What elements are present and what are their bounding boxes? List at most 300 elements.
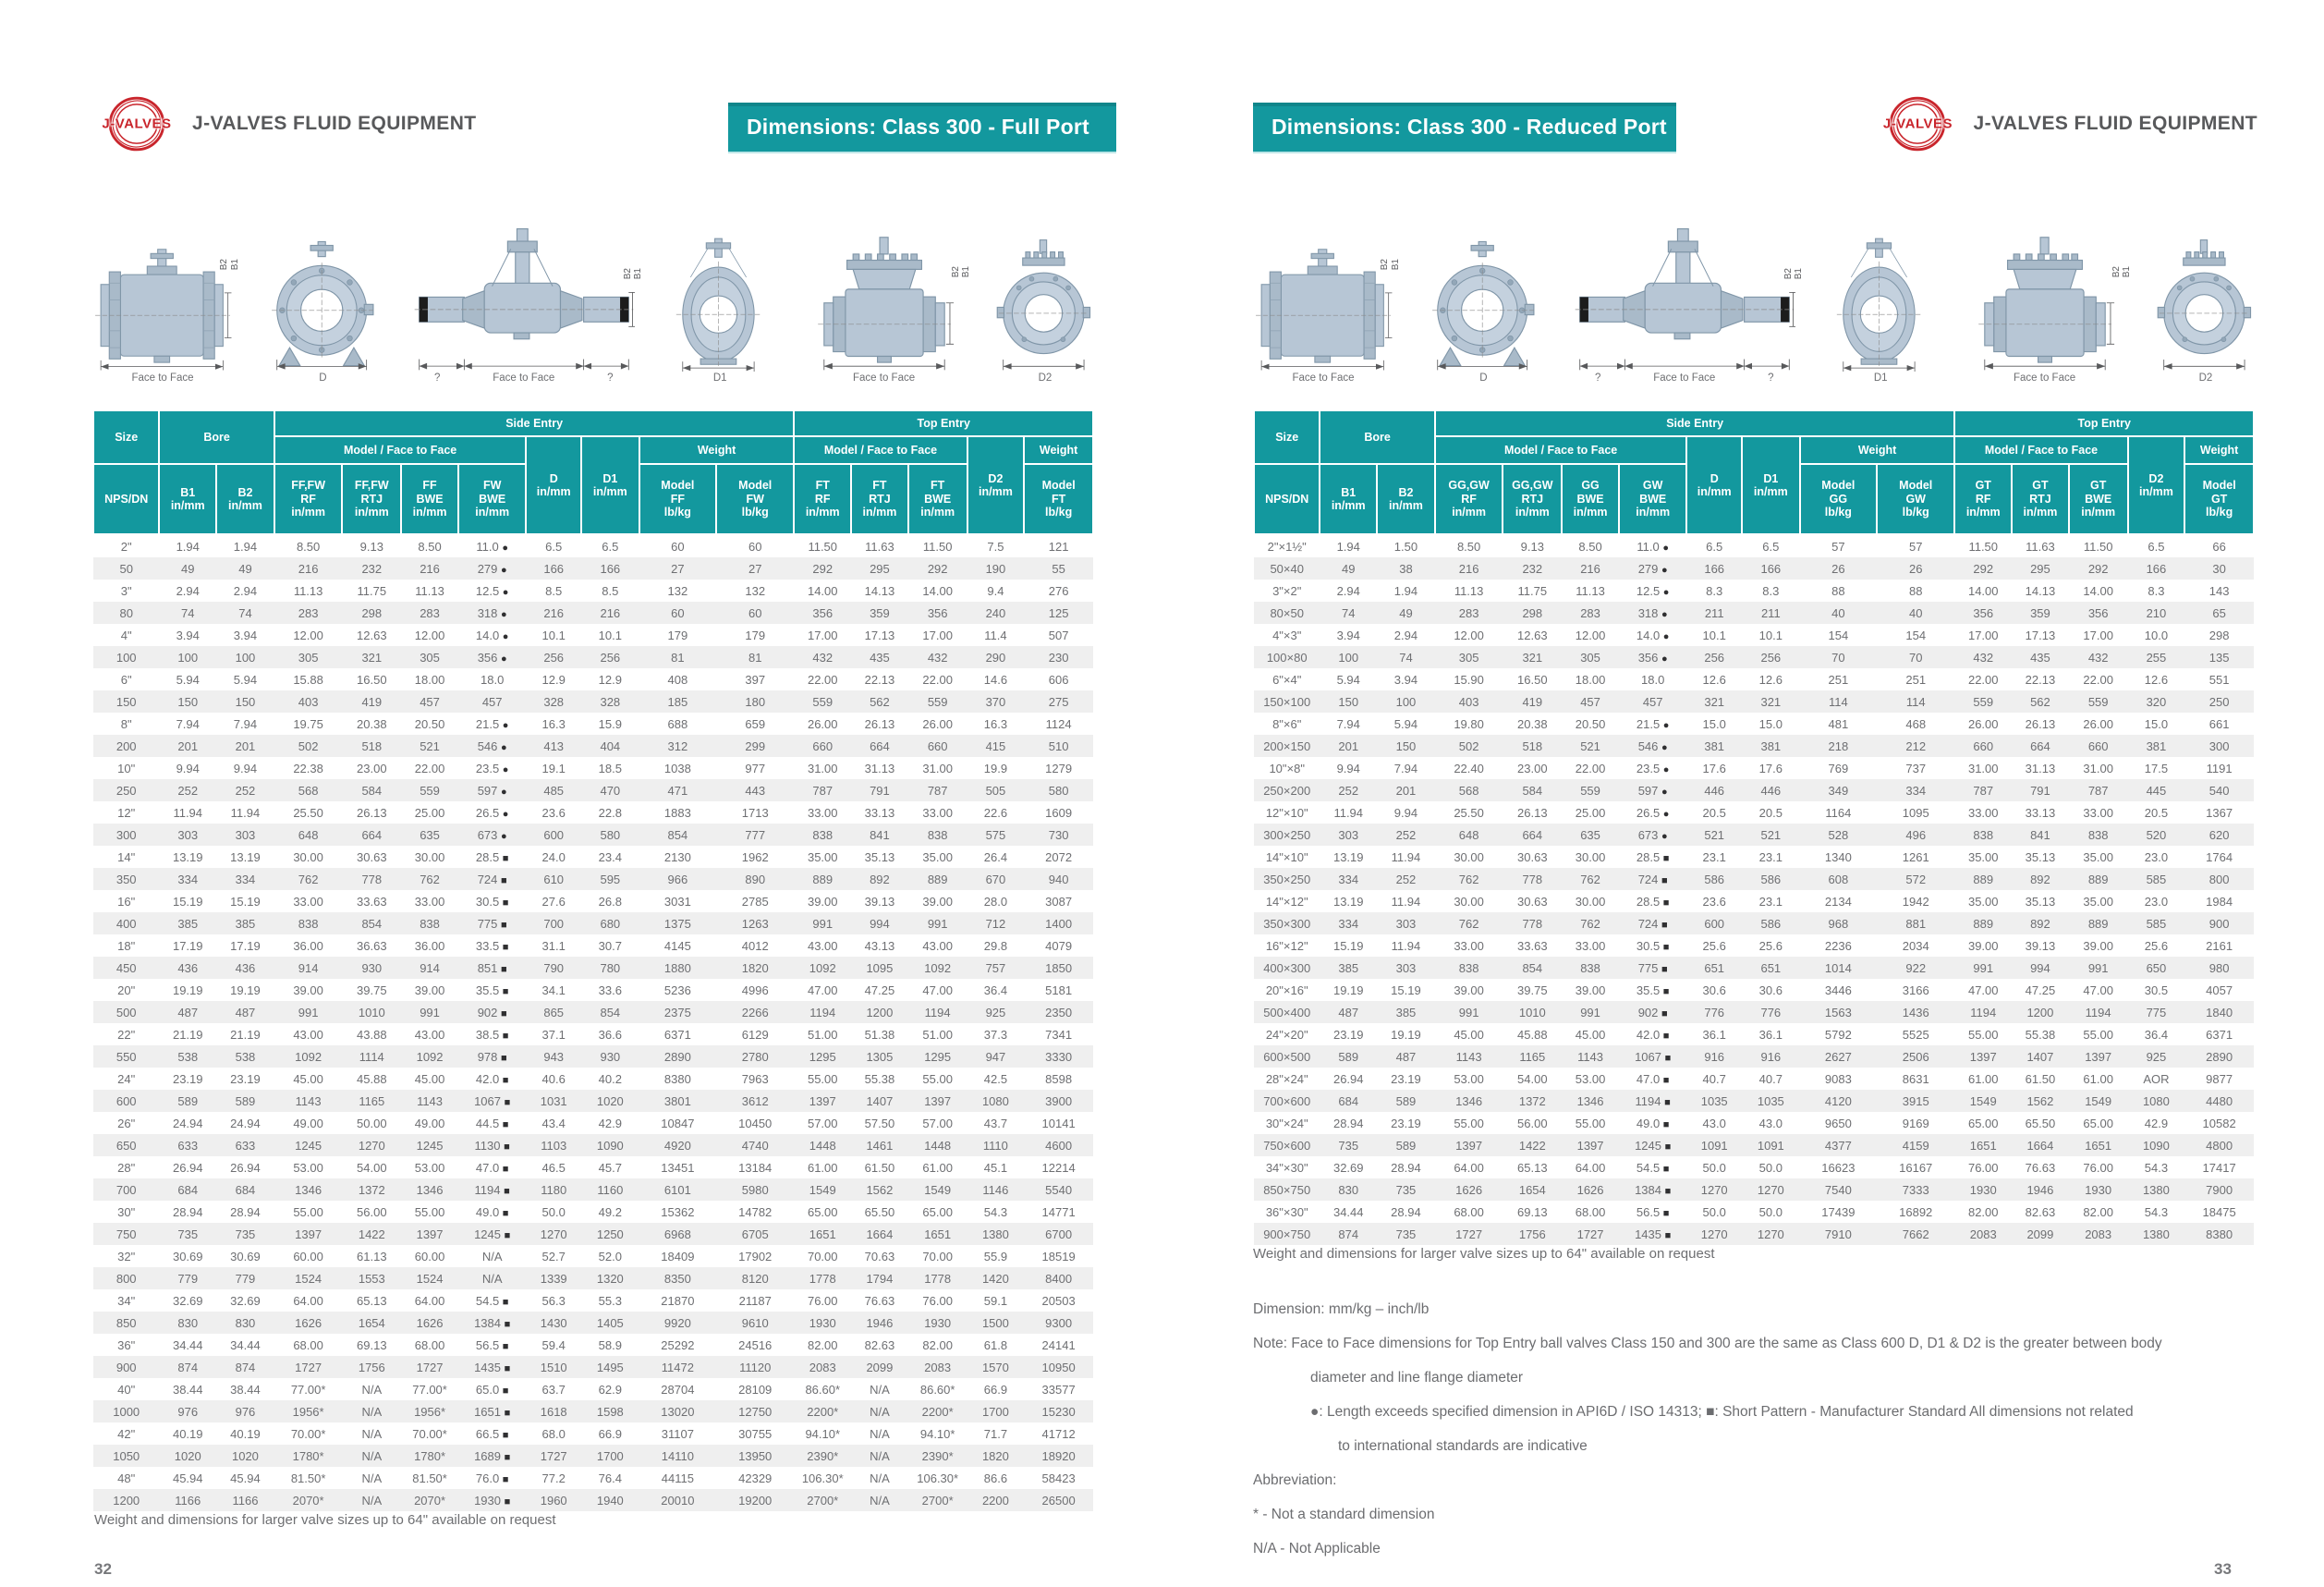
short-pattern-mark-icon: ■	[501, 874, 507, 886]
data-cell: 356	[1973, 605, 1994, 620]
data-cell: 15.90	[1454, 672, 1484, 687]
data-cell: 43.7	[983, 1116, 1008, 1130]
size-cell: 16"×12"	[1265, 938, 1308, 953]
data-cell: 6.5	[2148, 539, 2165, 554]
table-row	[93, 1356, 1093, 1378]
data-cell: 29.8	[983, 938, 1008, 953]
data-cell: 76.4	[598, 1471, 622, 1485]
table-row	[93, 1378, 1093, 1400]
data-cell: 34.44	[1332, 1204, 1364, 1219]
data-cell: 30.69	[172, 1249, 203, 1263]
data-cell: 28109	[738, 1382, 773, 1397]
valve-bonnet-front-view-icon	[994, 187, 1096, 372]
data-cell: 33.13	[864, 805, 895, 820]
col-header: GT BWE in/mm	[2069, 464, 2128, 534]
data-cell: 30.00	[1454, 849, 1484, 864]
dimensions-table	[1253, 409, 2255, 1245]
table-row	[1254, 801, 2254, 824]
exceeds-api6d-mark-icon: ●	[501, 564, 507, 576]
data-cell: 47.00	[1967, 983, 1999, 997]
data-cell: 13184	[738, 1160, 773, 1175]
dimensions-table	[92, 409, 1094, 1511]
data-cell: 43.13	[864, 938, 895, 953]
data-cell: 61.8	[983, 1337, 1008, 1352]
data-cell: 283	[420, 605, 440, 620]
data-cell: N/A	[361, 1493, 383, 1508]
size-cell: 42"	[117, 1426, 136, 1441]
data-cell: 660	[2087, 739, 2109, 753]
data-cell: 635	[1580, 827, 1600, 842]
data-cell: 45.88	[357, 1071, 387, 1086]
data-cell: 11.13	[293, 583, 323, 598]
data-cell: 914	[298, 960, 319, 975]
data-cell: 496	[1905, 827, 1927, 842]
data-cell: 283	[298, 605, 319, 620]
col-header-d: D in/mm	[1686, 436, 1742, 534]
data-cell: 321	[361, 650, 383, 665]
data-cell: 5.94	[1336, 672, 1360, 687]
data-cell: 562	[870, 694, 890, 709]
data-cell: 216	[420, 561, 440, 576]
data-cell: 1626	[1455, 1182, 1483, 1197]
data-cell: 568	[1458, 783, 1479, 798]
data-cell: 947	[985, 1049, 1006, 1064]
size-cell: 36"×30"	[1265, 1204, 1308, 1219]
dim-question-left: ?	[1594, 372, 1601, 384]
data-cell: 1563	[1824, 1005, 1852, 1019]
data-cell: 30.6	[1702, 983, 1726, 997]
table-row	[1254, 1045, 2254, 1068]
size-cell: 32"	[117, 1249, 136, 1263]
data-cell: 59.4	[541, 1337, 566, 1352]
data-cell: 62.9	[598, 1382, 622, 1397]
brand-name: J-VALVES FLUID EQUIPMENT	[1973, 113, 2257, 134]
table-row	[93, 1334, 1093, 1356]
data-cell: 6.5	[545, 539, 563, 554]
valve-top-entry-side-view-icon	[1966, 187, 2123, 372]
data-cell: 502	[1458, 739, 1479, 753]
data-cell: 25.50	[1454, 805, 1484, 820]
data-cell: 76.63	[2025, 1160, 2056, 1175]
data-cell: 36.4	[983, 983, 1008, 997]
drawing-side-entry-side-view	[1253, 187, 1401, 388]
data-cell: 3166	[1902, 983, 1929, 997]
data-cell: 1194 ■	[474, 1182, 510, 1197]
data-cell: 1295	[809, 1049, 836, 1064]
data-cell: 5792	[1824, 1027, 1852, 1042]
data-cell: 1549	[924, 1182, 952, 1197]
data-cell: 1270	[540, 1227, 567, 1241]
data-cell: 586	[1760, 916, 1782, 931]
data-cell: 70	[1908, 650, 1923, 665]
data-cell: 28.94	[1391, 1160, 1421, 1175]
table-row	[93, 824, 1093, 846]
data-cell: 30.7	[598, 938, 622, 953]
data-cell: 1038	[663, 761, 691, 775]
data-cell: 334	[235, 872, 256, 886]
data-cell: 559	[812, 694, 833, 709]
data-cell: 585	[2146, 872, 2167, 886]
data-cell: 28.94	[1332, 1116, 1364, 1130]
data-cell: 45.7	[598, 1160, 622, 1175]
data-cell: 4740	[741, 1138, 769, 1153]
data-cell: 11120	[739, 1360, 772, 1374]
valve-oval-front-view-icon	[666, 183, 773, 372]
data-cell: 31.00	[807, 761, 838, 775]
data-cell: 100	[235, 650, 256, 665]
data-cell: 9610	[741, 1315, 769, 1330]
data-cell: 2200*	[807, 1404, 839, 1419]
size-cell: 8"×6"	[1272, 716, 1302, 731]
data-cell: 24516	[738, 1337, 773, 1352]
data-cell: 528	[1828, 827, 1849, 842]
size-cell: 300×250	[1263, 827, 1311, 842]
data-cell: 1194	[1970, 1005, 1997, 1019]
data-cell: 36.4	[2144, 1027, 2169, 1042]
data-cell: 166	[1704, 561, 1725, 576]
data-cell: 47.25	[2025, 983, 2056, 997]
data-cell: 9300	[1045, 1315, 1073, 1330]
data-cell: 538	[235, 1049, 256, 1064]
note-face-to-face-cont: diameter and line flange diameter	[1310, 1370, 1524, 1386]
data-cell: 7.94	[1393, 761, 1418, 775]
size-cell: 900×750	[1263, 1227, 1311, 1241]
data-cell: 1067 ■	[1635, 1049, 1672, 1064]
data-cell: 23.5 ●	[1636, 761, 1670, 775]
logo-text: J-VALVES	[102, 116, 172, 132]
table-row	[93, 1400, 1093, 1422]
data-cell: 12214	[1041, 1160, 1076, 1175]
data-cell: 232	[361, 561, 383, 576]
data-cell: 1626	[416, 1315, 444, 1330]
data-cell: 2161	[2206, 938, 2233, 953]
data-cell: 8598	[1045, 1071, 1073, 1086]
data-cell: 25.6	[1702, 938, 1726, 953]
data-cell: 16167	[1899, 1160, 1933, 1175]
note-abbr-star: * - Not a standard dimension	[1253, 1507, 1435, 1522]
data-cell: 735	[1395, 1182, 1417, 1197]
data-cell: 2.94	[1393, 628, 1418, 642]
short-pattern-mark-icon: ■	[504, 1096, 511, 1108]
data-cell: 2266	[741, 1005, 769, 1019]
data-cell: 23.0	[2144, 849, 2169, 864]
col-header: FF BWE in/mm	[401, 464, 458, 534]
data-cell: 15362	[661, 1204, 695, 1219]
data-cell: 47.0 ■	[1636, 1071, 1670, 1086]
data-cell: 11.0 ●	[1637, 539, 1669, 554]
data-cell: 10.1	[541, 628, 566, 642]
b2-label: B2	[1380, 259, 1390, 271]
size-cell: 26"	[117, 1116, 136, 1130]
data-cell: 35.00	[922, 849, 953, 864]
data-cell: 1.94	[176, 539, 200, 554]
size-cell: 34"×30"	[1265, 1160, 1308, 1175]
size-cell: 200×150	[1263, 739, 1311, 753]
data-cell: 305	[298, 650, 319, 665]
data-cell: 1346	[416, 1182, 444, 1197]
data-cell: 1930	[809, 1315, 836, 1330]
short-pattern-mark-icon: ■	[504, 1495, 511, 1508]
data-cell: 40.7	[1702, 1071, 1726, 1086]
data-cell: 70.00*	[412, 1426, 447, 1441]
exceeds-api6d-mark-icon: ●	[501, 653, 507, 665]
data-cell: 559	[2087, 694, 2109, 709]
data-cell: 56.00	[357, 1204, 387, 1219]
data-cell: 762	[298, 872, 319, 886]
data-cell: 35.00	[1967, 849, 1999, 864]
table-row	[1254, 1090, 2254, 1112]
data-cell: 35.00	[2083, 849, 2113, 864]
table-row	[1254, 779, 2254, 801]
data-cell: 1626	[295, 1315, 322, 1330]
data-cell: 1940	[596, 1493, 624, 1508]
data-cell: 1143	[295, 1093, 322, 1108]
short-pattern-mark-icon: ■	[502, 1473, 509, 1485]
size-cell: 1050	[113, 1448, 140, 1463]
size-cell: 4"	[120, 628, 132, 642]
data-cell: 737	[1905, 761, 1927, 775]
data-cell: 14771	[1041, 1204, 1076, 1219]
table-row	[93, 534, 1093, 557]
data-cell: 86.6	[983, 1471, 1008, 1485]
data-cell: 1820	[741, 960, 769, 975]
data-cell: 28.5 ■	[1636, 849, 1670, 864]
data-cell: 33.6	[598, 983, 622, 997]
data-cell: 70	[1831, 650, 1845, 665]
data-cell: 55	[1052, 561, 1065, 576]
data-cell: 27	[671, 561, 685, 576]
data-cell: 5236	[663, 983, 691, 997]
data-cell: 874	[235, 1360, 256, 1374]
data-cell: 1960	[540, 1493, 567, 1508]
data-cell: 82.00	[807, 1337, 838, 1352]
data-cell: 28.5 ■	[475, 849, 509, 864]
short-pattern-mark-icon: ■	[1662, 1030, 1670, 1042]
data-cell: 25.50	[293, 805, 323, 820]
data-cell: 1279	[1045, 761, 1073, 775]
short-pattern-mark-icon: ■	[502, 852, 509, 864]
size-cell: 300	[116, 827, 137, 842]
data-cell: 1270	[1700, 1182, 1728, 1197]
data-cell: 977	[745, 761, 766, 775]
data-cell: 39.13	[864, 894, 895, 909]
exceeds-api6d-mark-icon: ●	[1661, 786, 1668, 798]
short-pattern-mark-icon: ■	[1664, 1141, 1672, 1153]
data-cell: 7333	[1902, 1182, 1929, 1197]
data-cell: 24.94	[172, 1116, 203, 1130]
data-cell: 2070*	[414, 1493, 446, 1508]
data-cell: 572	[1905, 872, 1927, 886]
b1-label: B1	[1794, 268, 1805, 280]
data-cell: 1090	[2142, 1138, 2170, 1153]
data-cell: 1380	[981, 1227, 1009, 1241]
col-header-d: D in/mm	[526, 436, 581, 534]
table-row	[93, 1090, 1093, 1112]
table-row	[1254, 690, 2254, 713]
data-cell: 830	[235, 1315, 256, 1330]
data-cell: 81.50*	[290, 1471, 326, 1485]
data-cell: 1664	[866, 1227, 894, 1241]
data-cell: 1946	[866, 1315, 894, 1330]
size-cell: 900	[116, 1360, 137, 1374]
data-cell: 50.0	[1702, 1204, 1726, 1219]
data-cell: 26.00	[807, 716, 838, 731]
data-cell: 35.13	[2025, 849, 2056, 864]
data-cell: 419	[1522, 694, 1543, 709]
data-cell: 1194 ■	[1635, 1093, 1671, 1108]
data-cell: 53.00	[414, 1160, 445, 1175]
data-cell: 13.19	[1332, 894, 1364, 909]
data-cell: 838	[1458, 960, 1479, 975]
data-cell: 1700	[981, 1404, 1009, 1419]
data-cell: 1010	[358, 1005, 385, 1019]
data-cell: 6.5	[1706, 539, 1723, 554]
short-pattern-mark-icon: ■	[502, 985, 509, 997]
data-cell: 26.13	[864, 716, 895, 731]
size-cell: 650	[116, 1138, 137, 1153]
data-cell: 1407	[2026, 1049, 2054, 1064]
table-row	[93, 1001, 1093, 1023]
data-cell: 778	[361, 872, 383, 886]
size-cell: 4"×3"	[1272, 628, 1302, 642]
data-cell: 635	[420, 827, 440, 842]
data-cell: 1.94	[233, 539, 258, 554]
data-cell: 2506	[1902, 1049, 1929, 1064]
data-cell: 559	[1580, 783, 1600, 798]
data-cell: 902 ■	[1637, 1005, 1668, 1019]
data-cell: 1570	[981, 1360, 1009, 1374]
data-cell: 20.5	[2144, 805, 2169, 820]
data-cell: 445	[2146, 783, 2167, 798]
data-cell: 780	[600, 960, 621, 975]
data-cell: 1654	[358, 1315, 385, 1330]
data-cell: 589	[235, 1093, 256, 1108]
data-cell: 14.6	[983, 672, 1008, 687]
b1-label: B1	[633, 268, 644, 280]
data-cell: 68.00	[1575, 1204, 1606, 1219]
table-row	[1254, 1001, 2254, 1023]
data-cell: 22.00	[1575, 761, 1606, 775]
data-cell: 1820	[981, 1448, 1009, 1463]
data-cell: 321	[1760, 694, 1782, 709]
data-cell: 787	[1973, 783, 1994, 798]
data-cell: N/A	[870, 1426, 890, 1441]
valve-weld-end-view-icon	[413, 190, 635, 372]
data-cell: 9.13	[359, 539, 383, 554]
data-cell: 17.00	[807, 628, 838, 642]
data-cell: 19200	[738, 1493, 773, 1508]
note-abbr-na: N/A - Not Applicable	[1253, 1541, 1381, 1556]
data-cell: 22.00	[807, 672, 838, 687]
data-cell: 854	[1522, 960, 1543, 975]
table-row	[93, 1223, 1093, 1245]
data-cell: 132	[667, 583, 688, 598]
data-cell: 1305	[866, 1049, 894, 1064]
data-cell: 36.1	[1702, 1027, 1726, 1042]
data-cell: 468	[1905, 716, 1927, 731]
data-cell: 12.6	[1758, 672, 1783, 687]
data-cell: 23.1	[1758, 894, 1783, 909]
data-cell: 889	[2087, 872, 2109, 886]
table-row	[1254, 846, 2254, 868]
data-cell: 22.13	[2025, 672, 2056, 687]
data-cell: 28.94	[172, 1204, 203, 1219]
data-cell: 42.9	[598, 1116, 622, 1130]
size-cell: 20"	[117, 983, 136, 997]
data-cell: 292	[812, 561, 833, 576]
short-pattern-mark-icon: ■	[1662, 897, 1670, 909]
data-cell: 40.19	[172, 1426, 203, 1441]
table-row	[1254, 624, 2254, 646]
table-body	[93, 534, 1093, 1511]
data-cell: 11.50	[808, 539, 838, 554]
data-cell: 201	[1395, 783, 1417, 798]
data-cell: 40.6	[541, 1071, 566, 1086]
data-cell: 518	[361, 739, 383, 753]
valve-oval-front-view-icon	[1827, 183, 1934, 372]
data-cell: 1095	[1902, 805, 1929, 820]
data-cell: 991	[1580, 1005, 1600, 1019]
data-cell: 9.13	[1520, 539, 1544, 554]
short-pattern-mark-icon: ■	[501, 1052, 507, 1064]
group-model-face-to-face-top: Model / Face to Face	[794, 436, 967, 464]
data-cell: 610	[543, 872, 565, 886]
data-cell: 299	[745, 739, 766, 753]
data-cell: 916	[1760, 1049, 1782, 1064]
data-cell: 18.0	[481, 672, 505, 687]
data-cell: 15.19	[1332, 938, 1364, 953]
data-cell: 2083	[809, 1360, 836, 1374]
data-cell: 589	[1395, 1138, 1417, 1153]
drawing-side-entry-side-view	[92, 187, 240, 388]
data-cell: 1372	[358, 1182, 385, 1197]
data-cell: 457	[1642, 694, 1663, 709]
data-cell: 56.00	[1517, 1116, 1548, 1130]
short-pattern-mark-icon: ■	[1664, 1185, 1672, 1197]
size-cell: 2"	[120, 539, 132, 554]
data-cell: 966	[667, 872, 688, 886]
data-cell: 1010	[1518, 1005, 1546, 1019]
data-cell: 507	[1048, 628, 1069, 642]
data-cell: 18519	[1041, 1249, 1076, 1263]
data-cell: 688	[667, 716, 688, 731]
data-cell: 17.00	[922, 628, 953, 642]
data-cell: 49	[1399, 605, 1413, 620]
data-cell: 800	[2208, 872, 2230, 886]
data-cell: 56.3	[541, 1293, 566, 1308]
data-cell: 36.1	[1758, 1027, 1783, 1042]
table-row	[93, 1201, 1093, 1223]
data-cell: 1651 ■	[474, 1404, 511, 1419]
data-cell: 43.0	[1758, 1116, 1783, 1130]
data-cell: 787	[2087, 783, 2109, 798]
data-cell: 50.00	[357, 1116, 387, 1130]
data-cell: 356	[2087, 605, 2109, 620]
data-cell: 600	[543, 827, 565, 842]
data-cell: 991	[2087, 960, 2109, 975]
data-cell: 20.5	[1702, 805, 1726, 820]
data-cell: 443	[745, 783, 766, 798]
note-dimension-units: Dimension: mm/kg – inch/lb	[1253, 1301, 1430, 1317]
size-cell: 30"×24"	[1265, 1116, 1308, 1130]
data-cell: 3612	[741, 1093, 769, 1108]
data-cell: 2072	[1045, 849, 1073, 864]
data-cell: 735	[177, 1227, 199, 1241]
data-cell: 13451	[661, 1160, 695, 1175]
data-cell: 45.00	[1454, 1027, 1484, 1042]
data-cell: 57.50	[864, 1116, 895, 1130]
exceeds-api6d-mark-icon: ●	[1661, 564, 1668, 576]
